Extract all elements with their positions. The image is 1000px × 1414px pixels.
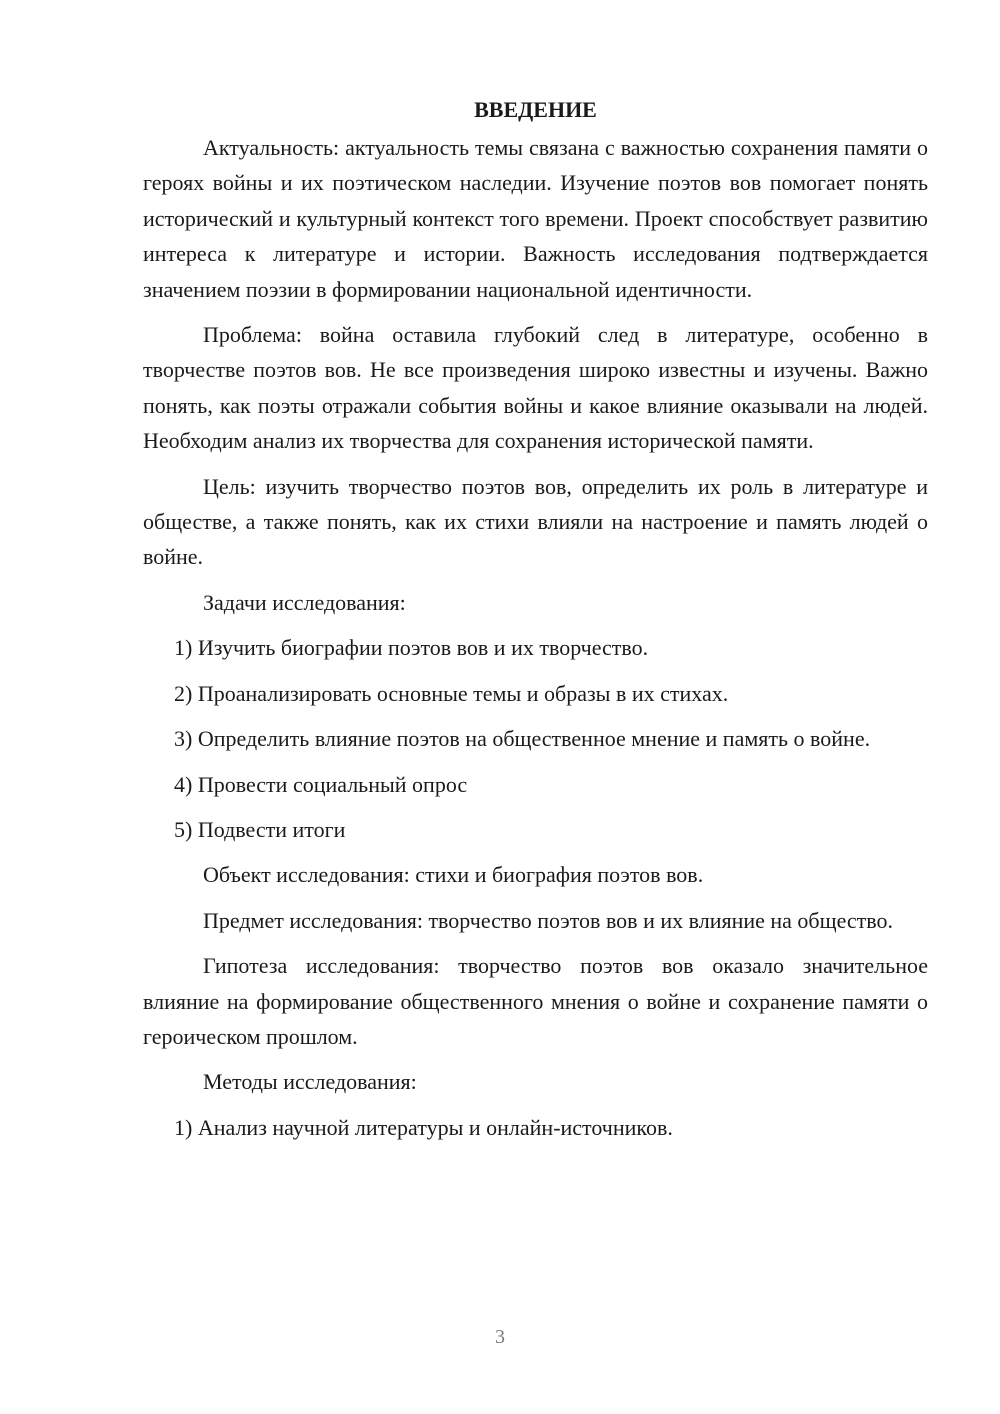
method-item-1: 1) Анализ научной литературы и онлайн-источников.	[174, 1114, 673, 1140]
task-item-1: 1) Изучить биографии поэтов вов и их творчество.	[174, 635, 649, 661]
paragraph-tasks-heading: Задачи исследования:	[203, 589, 406, 615]
document-page	[143, 92, 928, 1155]
paragraph-hypothesis: Гипотеза исследования: творчество поэтов вов оказало значительное влияние на формирование общественного мнения о войне и сохранение памяти о героическом прошлом.	[143, 953, 928, 1049]
page-number: 3	[495, 1326, 505, 1348]
section-title: ВВЕДЕНИЕ	[474, 97, 597, 122]
paragraph-problem: Проблема: война оставила глубокий след в литературе, особенно в творчестве поэтов вов. Не все произведения широко известны и изучены. Важно понять, как поэты отражали события войны и какое влияние оказывали на людей. Необходим анализ их творчества для сохранения исторической памяти.	[143, 322, 928, 454]
paragraph-relevance: Актуальность: актуальность темы связана с важностью сохранения памяти о героях войны и их поэтическом наследии. Изучение поэтов вов помогает понять исторический и культурный контекст того времени. Проект способствует развитию интереса к литературе и истории. Важность исследования подтверждается значением поэзии в формировании национальной идентичности.	[143, 135, 928, 302]
paragraph-subject: Предмет исследования: творчество поэтов вов и их влияние на общество.	[203, 907, 893, 933]
paragraph-goal: Цель: изучить творчество поэтов вов, определить их роль в литературе и обществе, а также понять, как их стихи влияли на настроение и память людей о войне.	[143, 473, 928, 570]
paragraph-methods-heading: Методы исследования:	[203, 1069, 417, 1095]
task-item-2: 2) Проанализировать основные темы и образы в их стихах.	[174, 680, 729, 706]
task-item-4: 4) Провести социальный опрос	[174, 771, 468, 797]
paragraph-object: Объект исследования: стихи и биография поэтов вов.	[203, 862, 704, 888]
task-item-3: 3) Определить влияние поэтов на общественное мнение и память о войне.	[174, 726, 871, 752]
task-item-5: 5) Подвести итоги	[174, 816, 346, 842]
